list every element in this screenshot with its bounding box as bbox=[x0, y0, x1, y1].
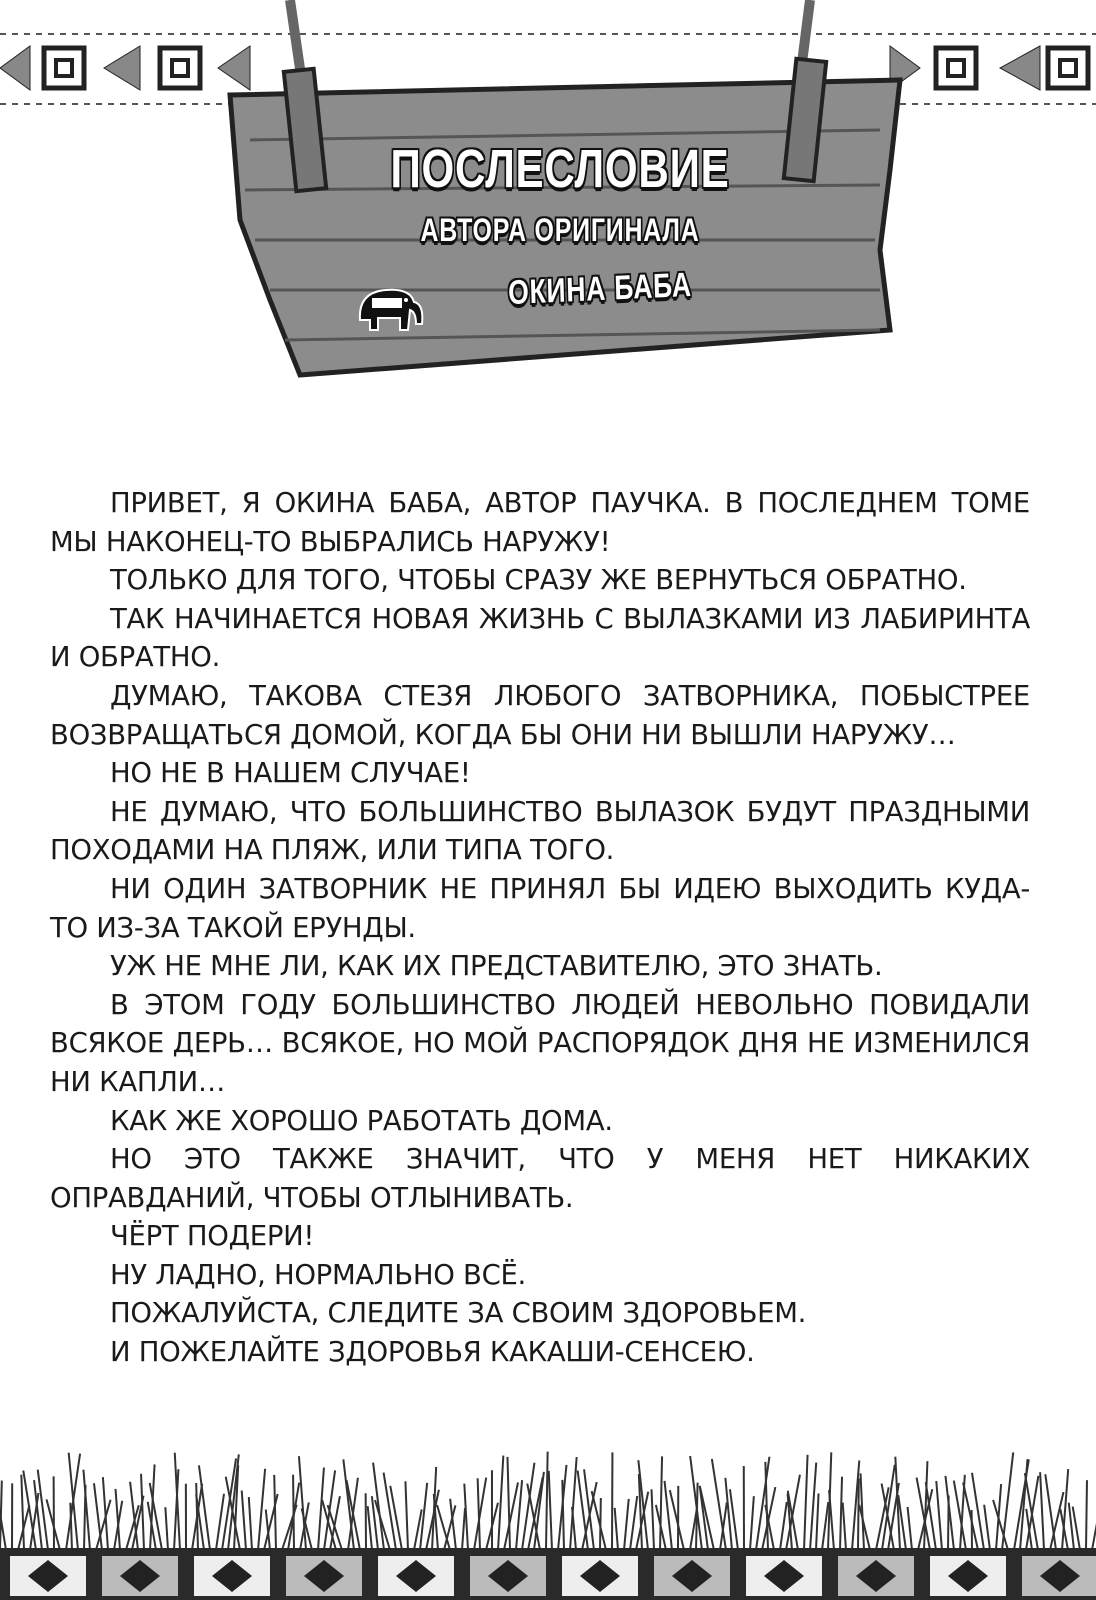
paragraph: И ПОЖЕЛАЙТЕ ЗДОРОВЬЯ КАКАШИ-СЕНСЕЮ. bbox=[110, 1336, 755, 1369]
paragraph: ДУМАЮ, ТАКОВА СТЕЗЯ ЛЮБОГО ЗАТВОРНИКА, ПОБЫСТРЕЕ ВОЗВРАЩАТЬСЯ ДОМОЙ, КОГДА БЫ ОНИ НИ ВЫШЛИ НАРУЖУ… bbox=[50, 679, 1030, 751]
paragraph: В ЭТОМ ГОДУ БОЛЬШИНСТВО ЛЮДЕЙ НЕВОЛЬНО ПОВИДАЛИ ВСЯКОЕ ДЕРЬ… ВСЯКОЕ, НО МОЙ РАСПОРЯДОК ДНЯ НЕ ИЗМЕНИЛСЯ НИ КАПЛИ… bbox=[50, 988, 1030, 1098]
grass-icon bbox=[0, 1440, 1096, 1600]
elephant-icon bbox=[352, 280, 430, 336]
paragraph: НИ ОДИН ЗАТВОРНИК НЕ ПРИНЯЛ БЫ ИДЕЮ ВЫХОДИТЬ КУДА-ТО ИЗ-ЗА ТАКОЙ ЕРУНДЫ. bbox=[50, 872, 1030, 944]
paragraph: ЧЁРТ ПОДЕРИ! bbox=[110, 1220, 315, 1253]
page-title: ПОСЛЕСЛОВИЕ bbox=[390, 139, 730, 199]
paragraph: НО ЭТО ТАКЖЕ ЗНАЧИТ, ЧТО У МЕНЯ НЕТ НИКАКИХ ОПРАВДАНИЙ, ЧТОБЫ ОТЛЫНИВАТЬ. bbox=[50, 1143, 1030, 1214]
paragraph: ПОЖАЛУЙСТА, СЛЕДИТЕ ЗА СВОИМ ЗДОРОВЬЕМ. bbox=[110, 1297, 807, 1330]
paragraph: ПРИВЕТ, Я ОКИНА БАБА, АВТОР ПАУЧКА. В ПОСЛЕДНЕМ ТОМЕ МЫ НАКОНЕЦ-ТО ВЫБРАЛИСЬ НАРУЖУ! bbox=[50, 487, 1030, 558]
page-subtitle: АВТОРА ОРИГИНАЛА bbox=[420, 212, 700, 248]
paragraph: НО НЕ В НАШЕМ СЛУЧАЕ! bbox=[110, 757, 471, 790]
paragraph: ТАК НАЧИНАЕТСЯ НОВАЯ ЖИЗНЬ С ВЫЛАЗКАМИ ИЗ ЛАБИРИНТА И ОБРАТНО. bbox=[50, 602, 1030, 674]
paragraph: НЕ ДУМАЮ, ЧТО БОЛЬШИНСТВО ВЫЛАЗОК БУДУТ ПРАЗДНЫМИ ПОХОДАМИ НА ПЛЯЖ, ИЛИ ТИПА ТОГО. bbox=[50, 795, 1030, 867]
paragraph: ТОЛЬКО ДЛЯ ТОГО, ЧТОБЫ СРАЗУ ЖЕ ВЕРНУТЬСЯ ОБРАТНО. bbox=[110, 564, 967, 597]
paragraph: УЖ НЕ МНЕ ЛИ, КАК ИХ ПРЕДСТАВИТЕЛЮ, ЭТО ЗНАТЬ. bbox=[110, 950, 883, 983]
wooden-sign-icon bbox=[210, 0, 910, 400]
paragraph: НУ ЛАДНО, НОРМАЛЬНО ВСЁ. bbox=[110, 1258, 527, 1291]
afterword-text bbox=[50, 484, 1030, 1372]
author-name: ОКИНА БАБА bbox=[507, 265, 693, 313]
paragraph: КАК ЖЕ ХОРОШО РАБОТАТЬ ДОМА. bbox=[110, 1104, 613, 1137]
